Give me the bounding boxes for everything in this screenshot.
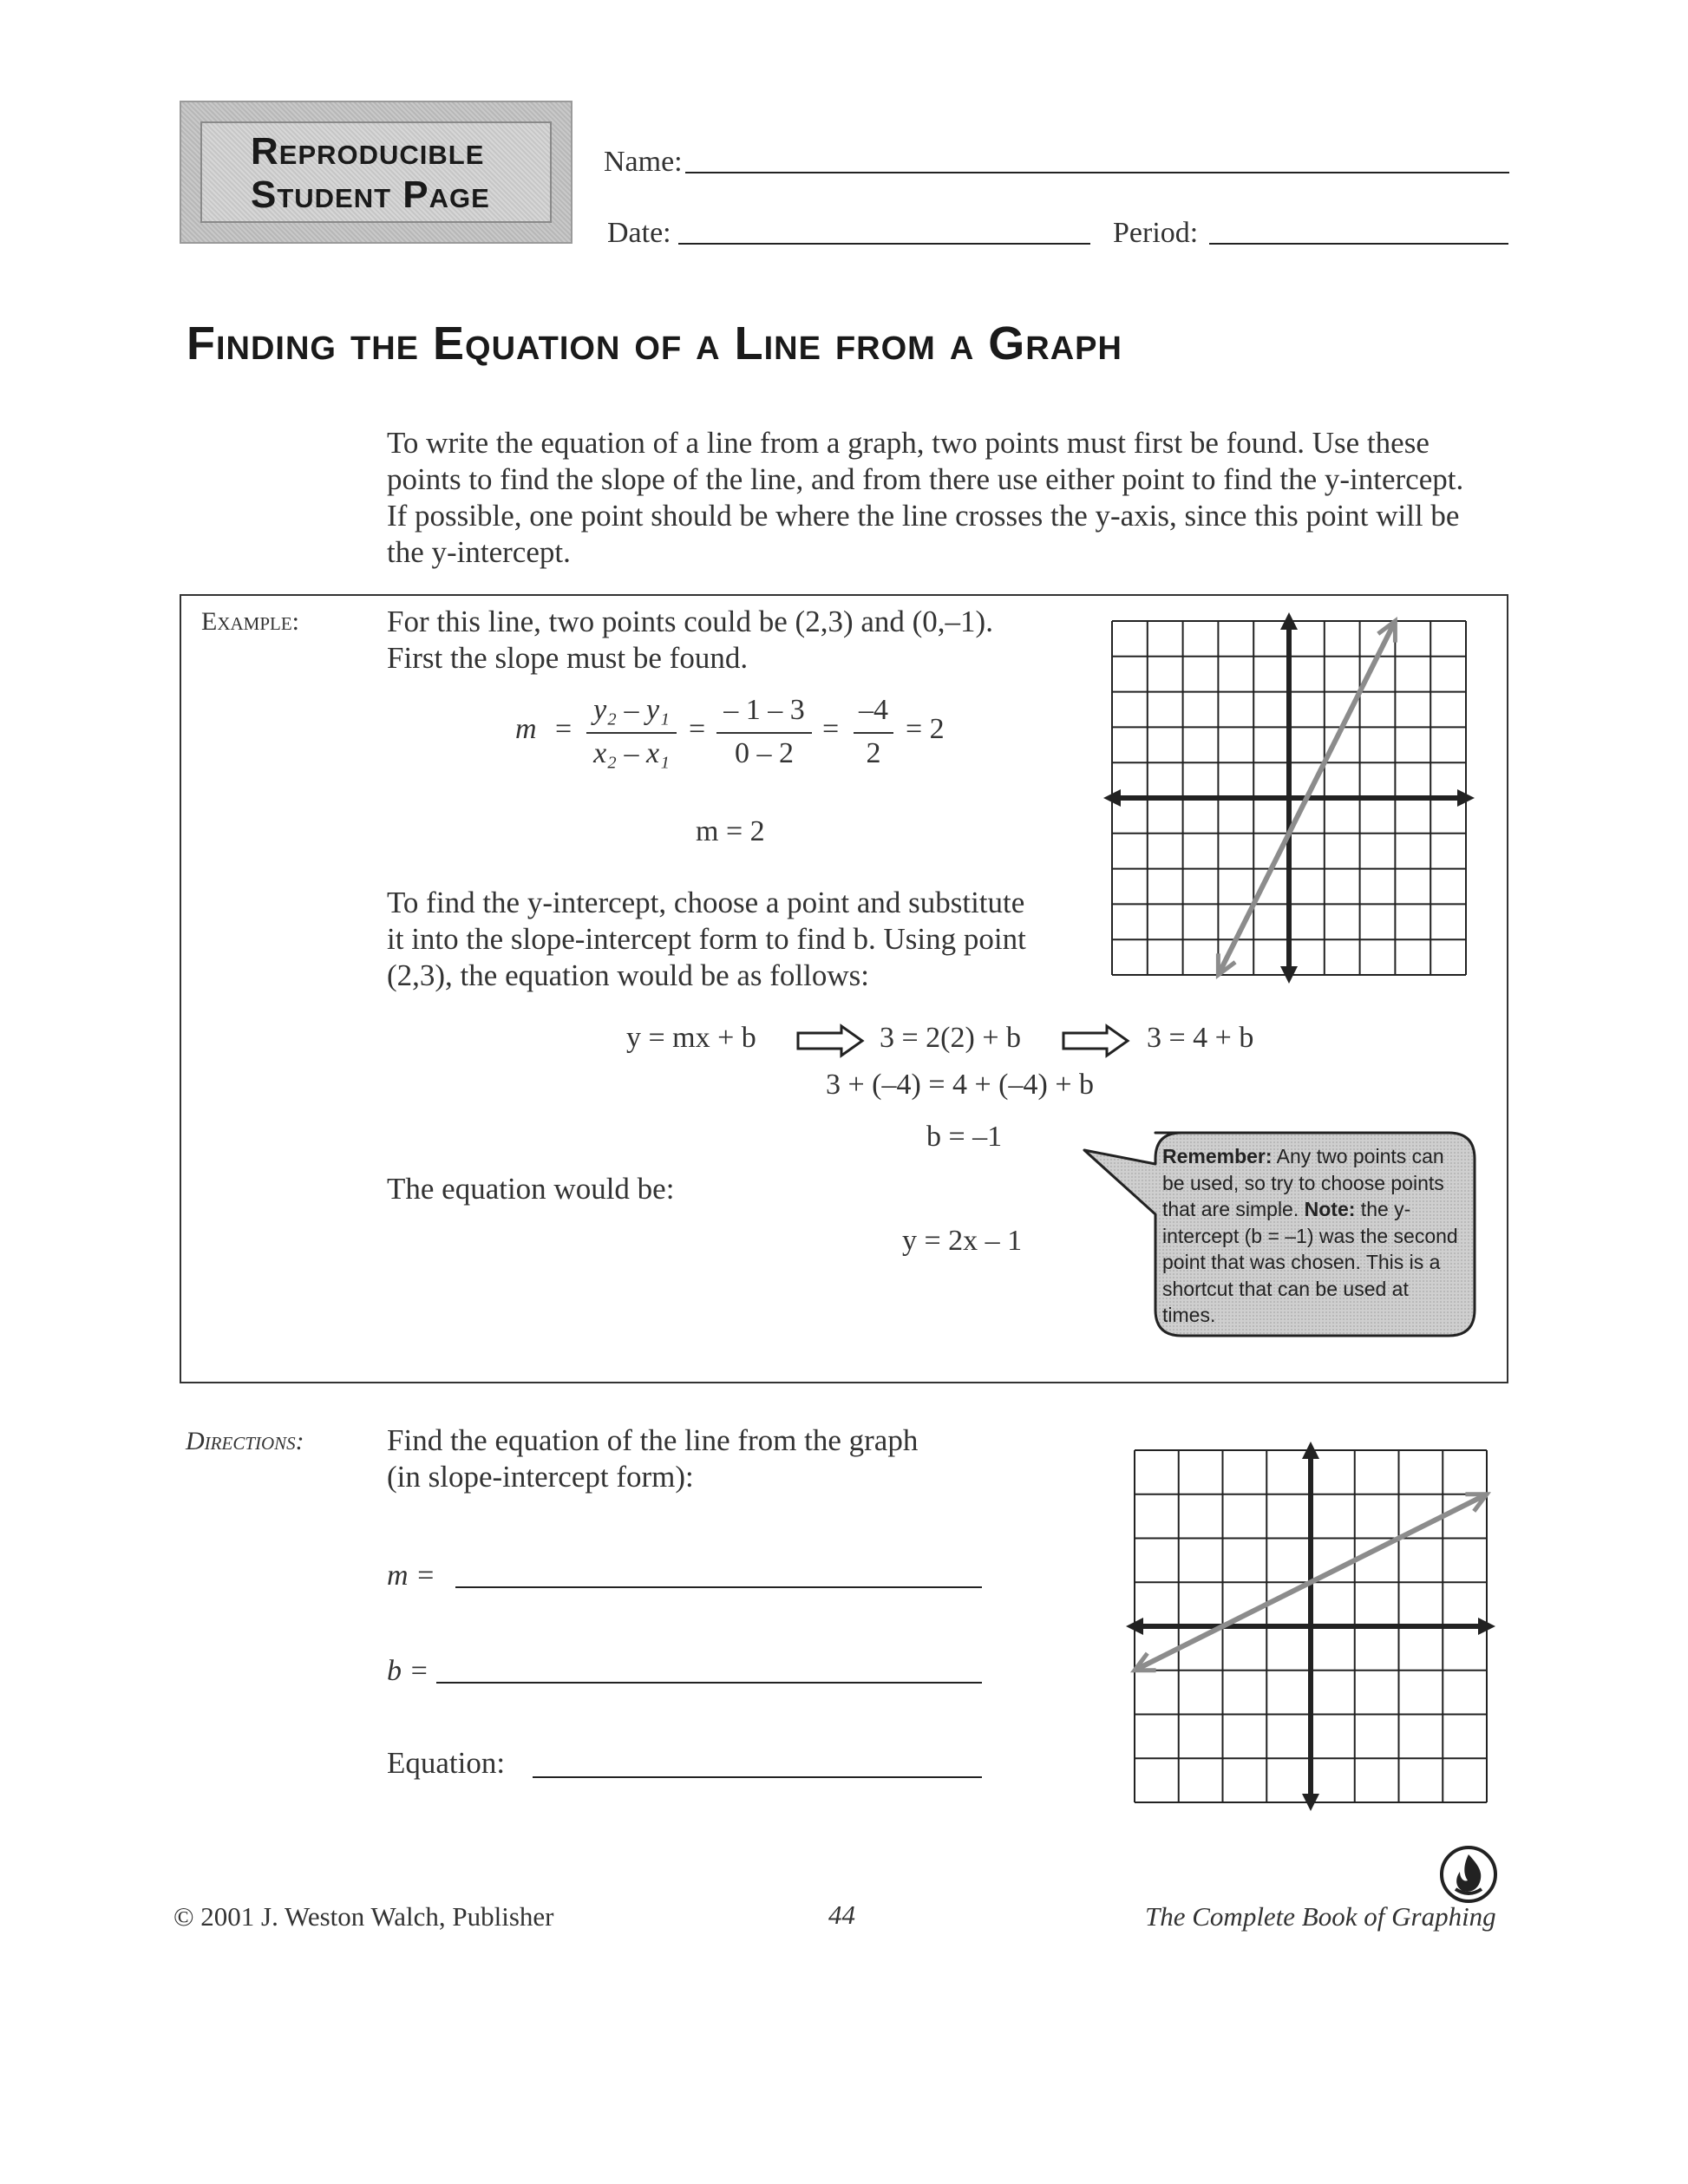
- example-label: Example:: [201, 607, 299, 636]
- slope-denominator-3: 2: [866, 737, 881, 769]
- slope-numerator-2: – 1 – 3: [723, 694, 805, 726]
- intro-line-1: To write the equation of a line from a graph, two points must first be found. Use these: [387, 426, 1430, 460]
- period-field[interactable]: [1209, 243, 1508, 245]
- eq-step-3: 3 = 4 + b: [1147, 1022, 1254, 1054]
- equation-answer-field[interactable]: [533, 1776, 982, 1778]
- directions-text-1: Find the equation of the line from the graph: [387, 1423, 919, 1457]
- slope-eq-1: =: [555, 713, 572, 745]
- directions-label: Directions:: [186, 1427, 304, 1455]
- slope-denominator-1: x₂ – x₁: [593, 737, 670, 769]
- example-text-3: To find the y-intercept, choose a point and substitute: [387, 886, 1025, 919]
- callout-text: [1162, 1143, 1466, 1329]
- slope-numerator-3: –4: [859, 694, 888, 726]
- callout-text-2: the y-intercept (b = –1) was the second point that was chosen. This is a shortcut that can be used at times.: [1162, 1198, 1458, 1326]
- copyright: © 2001 J. Weston Walch, Publisher: [173, 1901, 554, 1932]
- period-label: Period:: [1113, 217, 1199, 249]
- example-graph: [1102, 607, 1483, 989]
- slope-eq-2: =: [689, 713, 706, 745]
- slope-result: = 2: [906, 713, 945, 745]
- hollow-right-arrow-icon: [796, 1023, 866, 1058]
- fraction-bar-2: [716, 732, 812, 734]
- eq-step-1: y = mx + b: [626, 1022, 756, 1054]
- b-answer-label: b =: [387, 1655, 429, 1687]
- intro-line-4: the y-intercept.: [387, 535, 571, 569]
- example-text-5: (2,3), the equation would be as follows:: [387, 958, 870, 992]
- callout-remember: Remember:: [1162, 1145, 1273, 1167]
- callout-note: Note:: [1304, 1198, 1356, 1220]
- equation-label: The equation would be:: [387, 1172, 675, 1206]
- slope-eq-3: =: [822, 713, 840, 745]
- eq-step-2: 3 = 2(2) + b: [880, 1022, 1021, 1054]
- b-answer-field[interactable]: [436, 1682, 982, 1684]
- name-label: Name:: [604, 146, 683, 178]
- m-answer-field[interactable]: [455, 1586, 982, 1588]
- m-answer-label: m =: [387, 1560, 435, 1592]
- slope-numerator-1: y₂ – y₁: [593, 694, 670, 726]
- example-text-2: First the slope must be found.: [387, 641, 749, 675]
- m-result: m = 2: [696, 815, 765, 847]
- final-equation: y = 2x – 1: [902, 1225, 1023, 1257]
- intro-line-3: If possible, one point should be where the line crosses the y-axis, since this point will be: [387, 499, 1460, 533]
- reproducible-badge: [180, 101, 572, 244]
- intro-line-2: points to find the slope of the line, and from there use either point to find the y-intercept.: [387, 462, 1464, 496]
- name-field[interactable]: [685, 172, 1509, 173]
- page-number: 44: [828, 1900, 855, 1930]
- example-text-4: it into the slope-intercept form to find b. Using point: [387, 922, 1026, 956]
- eq-step-5: b = –1: [926, 1121, 1003, 1153]
- directions-graph: [1124, 1440, 1497, 1821]
- badge-line-2: Student Page: [251, 173, 490, 216]
- slope-denominator-2: 0 – 2: [735, 737, 794, 769]
- callout-text-1: Any two points can be used, so try to choose points that are simple.: [1162, 1145, 1444, 1220]
- example-text-1: For this line, two points could be (2,3) and (0,–1).: [387, 605, 993, 638]
- book-title: The Complete Book of Graphing: [1145, 1901, 1496, 1932]
- page-title: Finding the Equation of a Line from a Graph: [186, 317, 1122, 369]
- date-field[interactable]: [678, 243, 1090, 245]
- intro-paragraph: [387, 425, 1515, 571]
- badge-line-1: Reproducible: [251, 130, 485, 173]
- hollow-right-arrow-icon: [1062, 1023, 1131, 1058]
- slope-m: m: [515, 713, 537, 745]
- fraction-bar-3: [854, 732, 893, 734]
- date-label: Date:: [607, 217, 671, 249]
- fraction-bar-1: [586, 732, 677, 734]
- directions-text-2: (in slope-intercept form):: [387, 1460, 694, 1494]
- flame-logo-icon: [1438, 1844, 1499, 1905]
- equation-answer-label: Equation:: [387, 1746, 506, 1780]
- badge-text: [200, 121, 552, 223]
- eq-step-4: 3 + (–4) = 4 + (–4) + b: [826, 1069, 1094, 1101]
